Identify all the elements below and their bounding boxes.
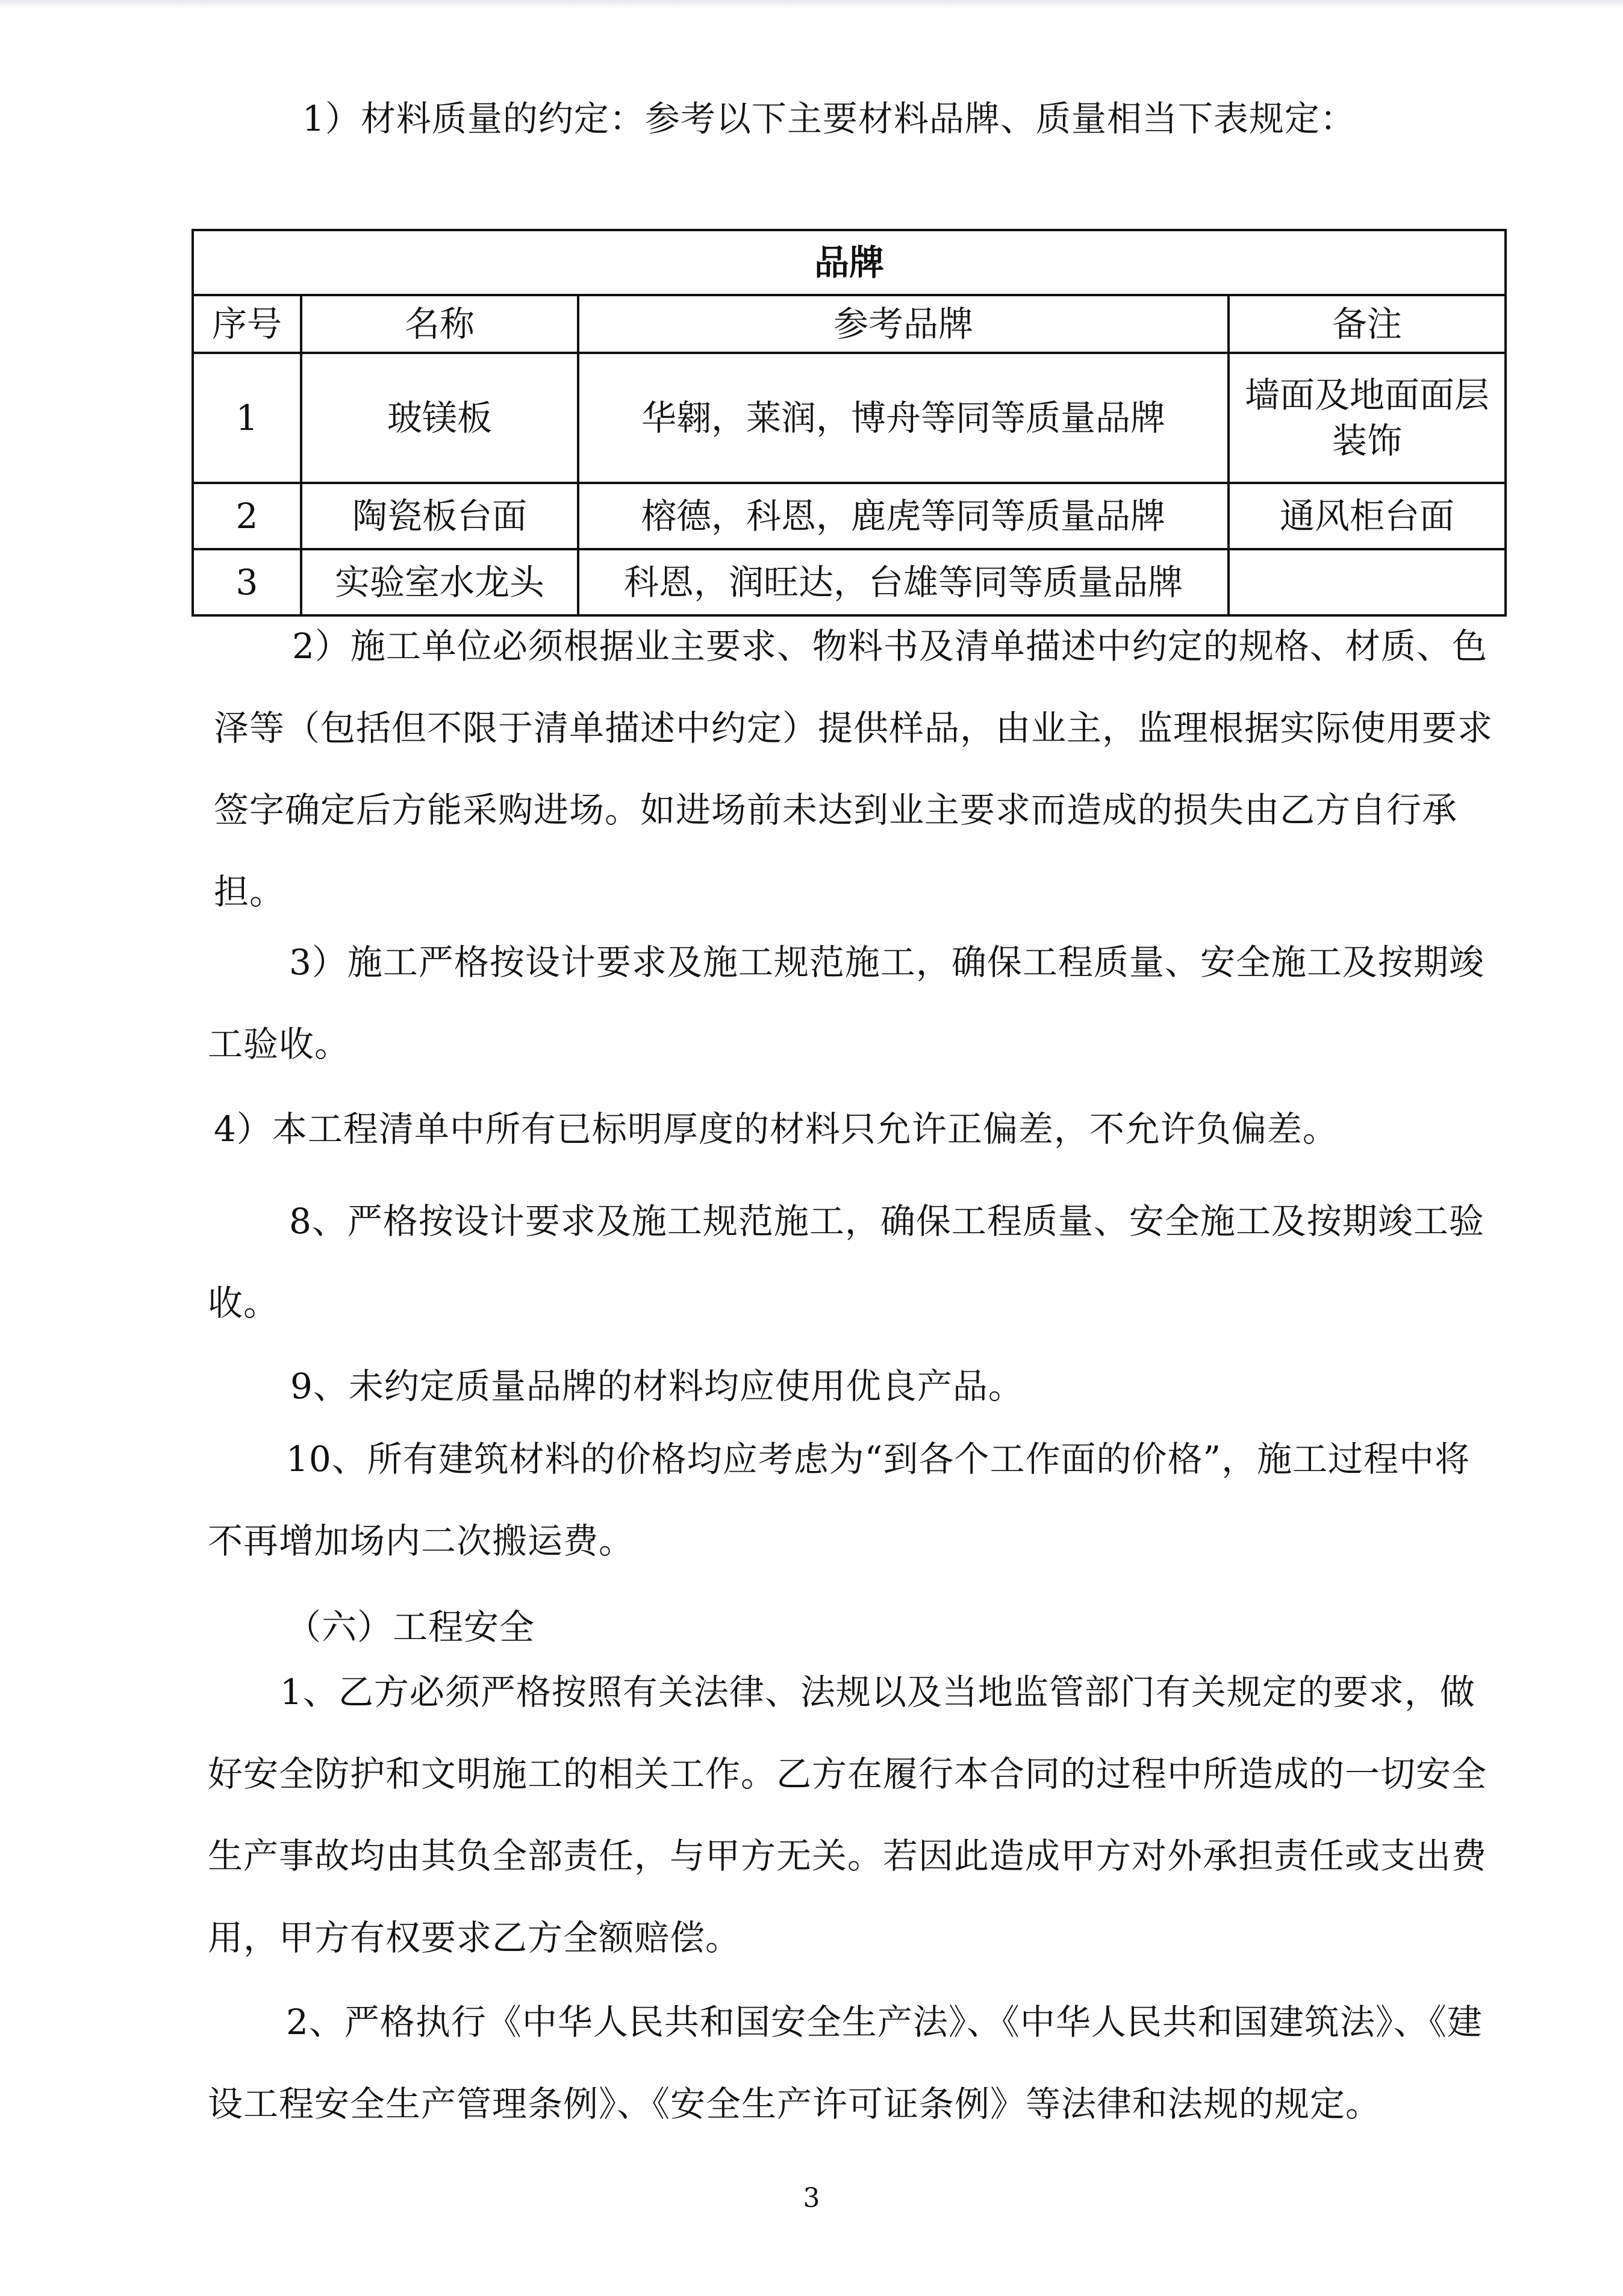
paragraph-8: 8、严格按设计要求及施工规范施工，确保工程质量、安全施工及按期竣工验收。 [208, 1201, 1484, 1324]
paragraph-3: 3）施工严格按设计要求及施工规范施工，确保工程质量、安全施工及按期竣工验收。 [208, 942, 1484, 1065]
table-row [193, 353, 1506, 483]
safety-paragraph-2: 2、严格执行《中华人民共和国安全生产法》、《中华人民共和国建筑法》、《建设工程安全生产管理条例》、《安全生产许可证条例》等法律和法规的规定。 [208, 2002, 1483, 2124]
row-no: 2 [193, 483, 301, 549]
table-header-row [193, 295, 1506, 353]
page-top-edge [0, 0, 1623, 8]
paragraph-9: 9、未约定质量品牌的材料均应使用优良产品。 [290, 1366, 1024, 1407]
brand-table [192, 229, 1507, 617]
paragraph-2: 2）施工单位必须根据业主要求、物料书及清单描述中约定的规格、材质、色泽等（包括但不限于清单描述中约定）提供样品，由业主，监理根据实际使用要求签字确定后方能采购进场。如进场前未达到业主要求而造成的损失由乙方自行承担。 [214, 626, 1494, 912]
row-name: 实验室水龙头 [301, 549, 578, 615]
row-name: 玻镁板 [301, 353, 578, 483]
table-title-row [193, 230, 1506, 295]
header-no: 序号 [193, 295, 301, 353]
row-note: 通风柜台面 [1229, 483, 1506, 549]
paragraph-4: 4）本工程清单中所有已标明厚度的材料只允许正偏差，不允许负偏差。 [214, 1109, 1338, 1150]
intro-line: 1）材料质量的约定：参考以下主要材料品牌、质量相当下表规定： [302, 98, 1356, 139]
table-row [193, 483, 1506, 549]
table-title: 品牌 [193, 230, 1506, 295]
row-note: 墙面及地面面层装饰 [1229, 353, 1506, 483]
row-brands: 科恩，润旺达，台雄等同等质量品牌 [578, 549, 1229, 615]
paragraph-10: 10、所有建筑材料的价格均应考虑为“到各个工作面的价格”，施工过程中将不再增加场内二次搬运费。 [208, 1439, 1471, 1561]
row-no: 1 [193, 353, 301, 483]
row-name: 陶瓷板台面 [301, 483, 578, 549]
row-no: 3 [193, 549, 301, 615]
row-brands: 榕德，科恩，鹿虎等同等质量品牌 [578, 483, 1229, 549]
row-brands: 华翱，莱润，博舟等同等质量品牌 [578, 353, 1229, 483]
header-name: 名称 [301, 295, 578, 353]
section-heading-safety: （六）工程安全 [286, 1607, 535, 1647]
header-note: 备注 [1229, 295, 1506, 353]
safety-paragraph-1: 1、乙方必须严格按照有关法律、法规以及当地监管部门有关规定的要求，做好安全防护和文明施工的相关工作。乙方在履行本合同的过程中所造成的一切安全生产事故均由其负全部责任，与甲方无关。若因此造成甲方对外承担责任或支出费用，甲方有权要求乙方全额赔偿。 [208, 1672, 1487, 1958]
header-brands: 参考品牌 [578, 295, 1229, 353]
page-number: 3 [803, 2183, 820, 2214]
